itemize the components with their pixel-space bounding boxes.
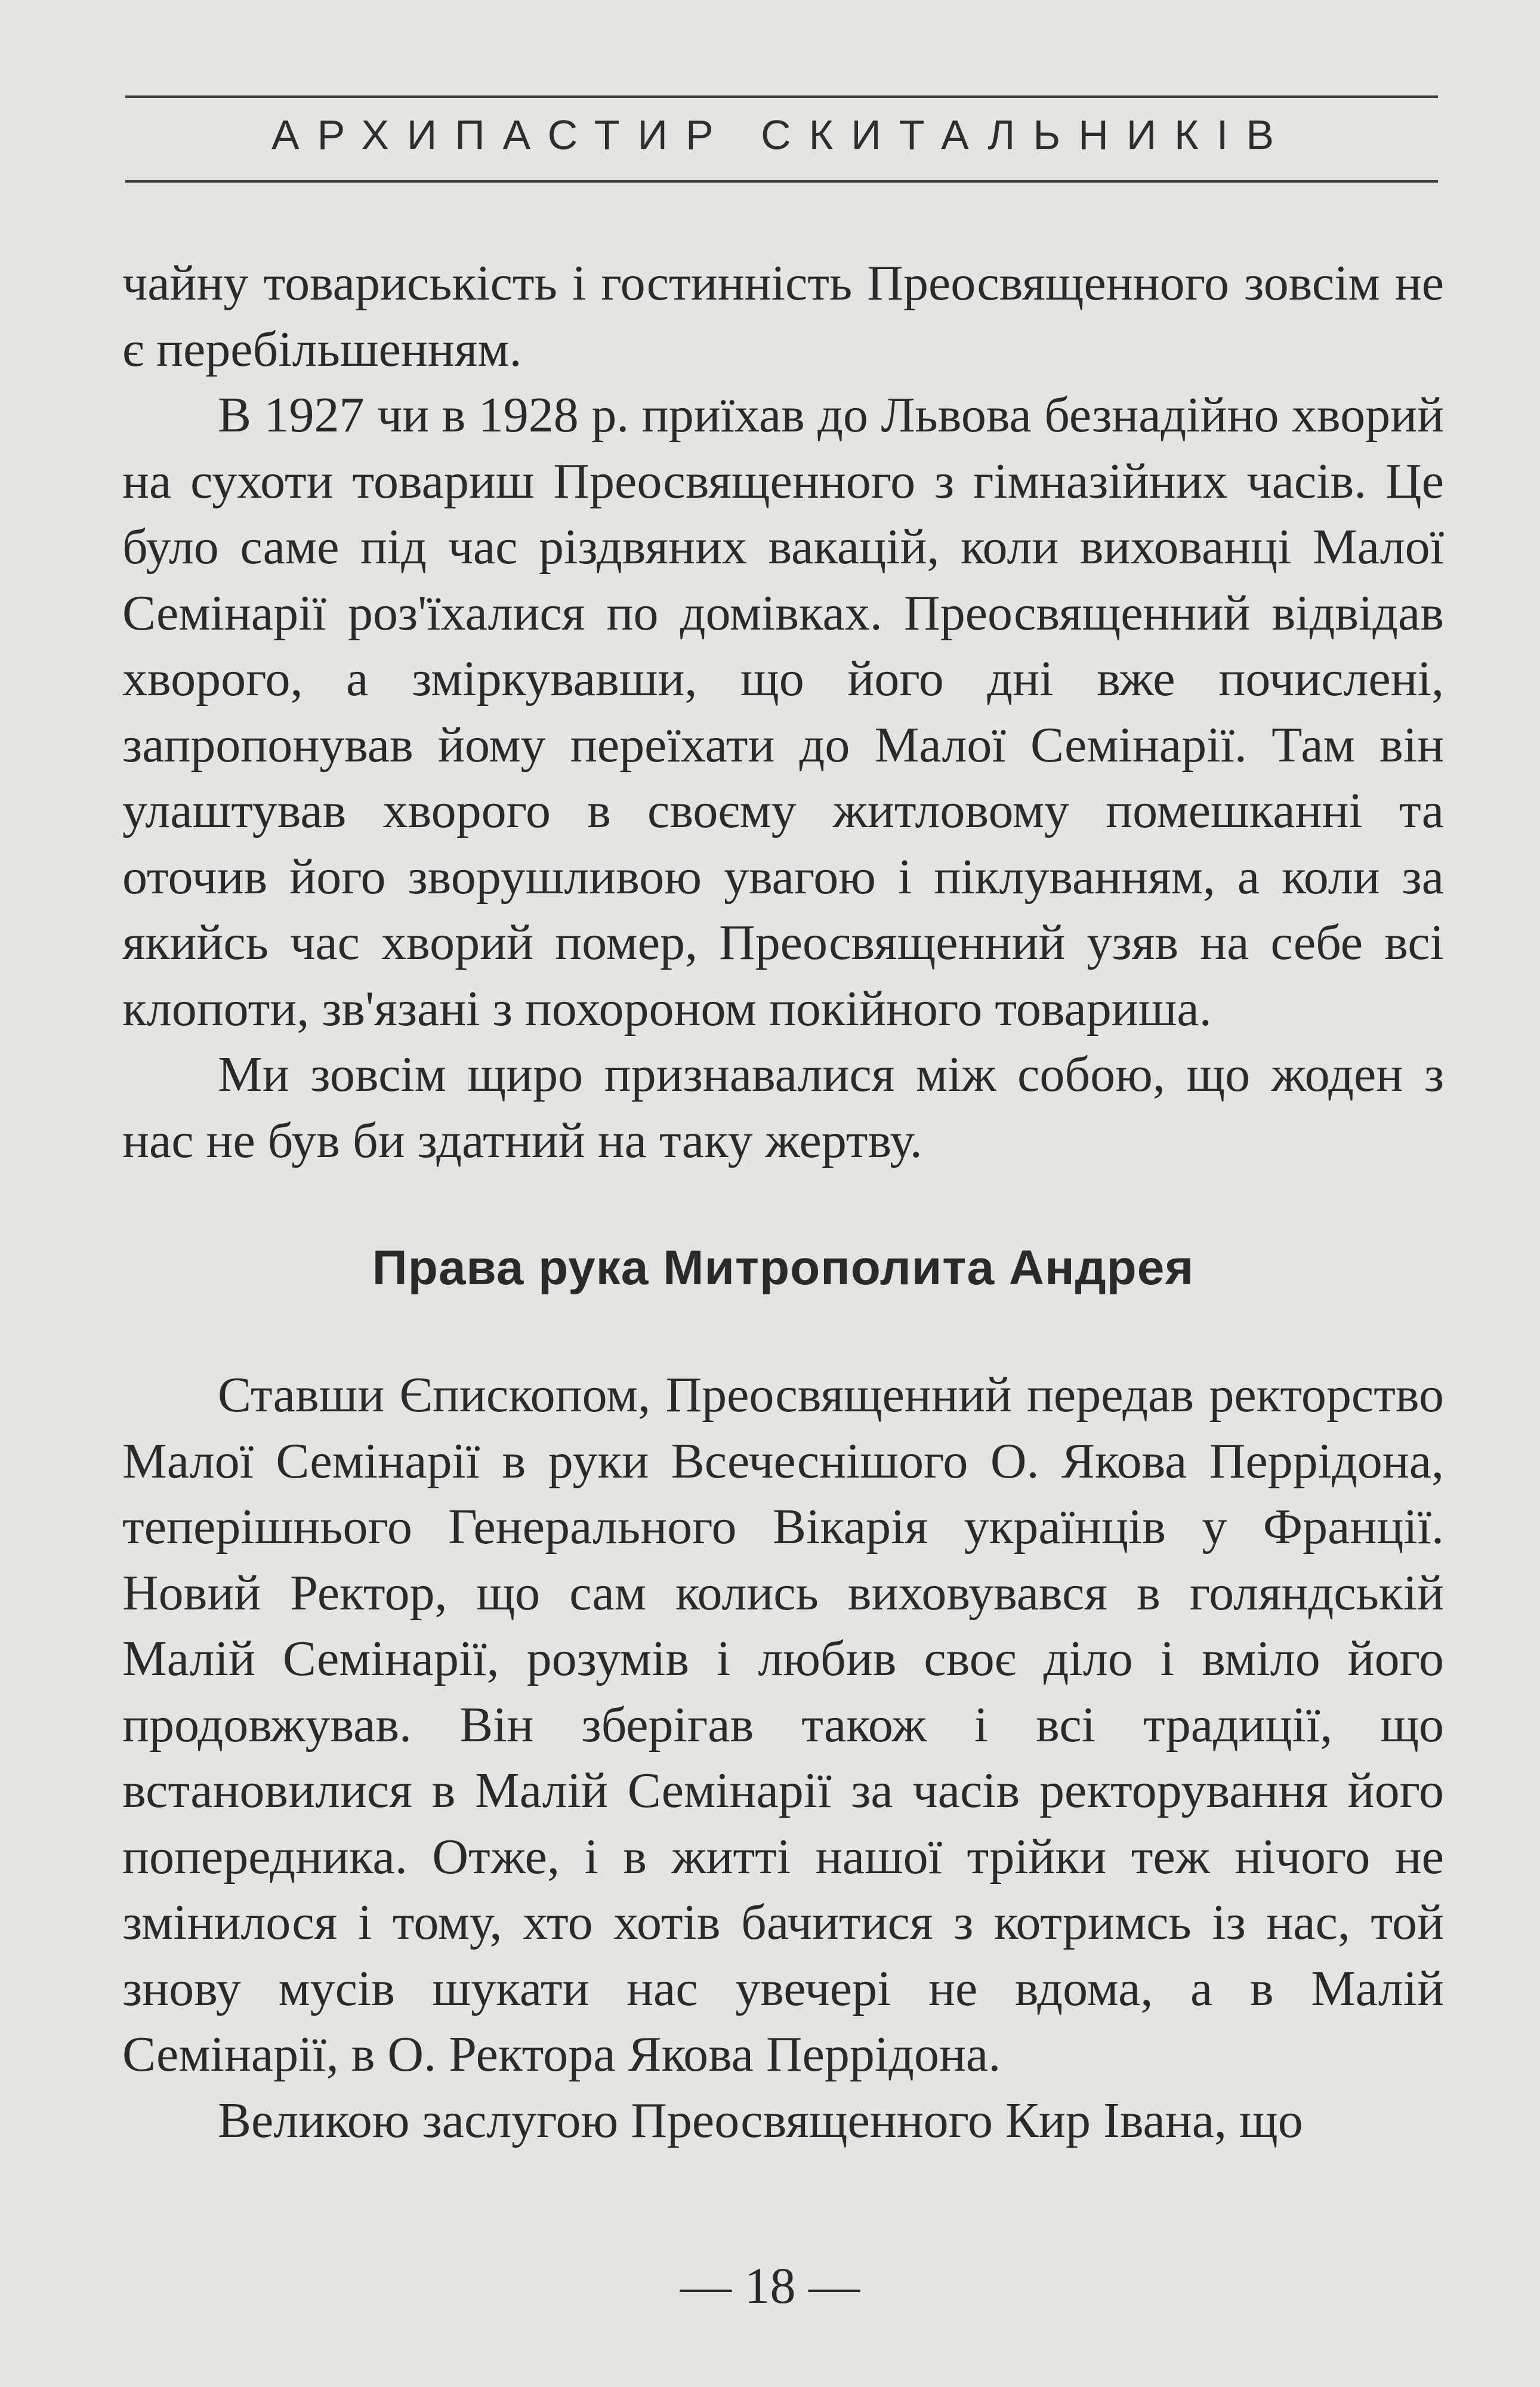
- section-heading: Права рука Митрополита Андрея: [372, 1241, 1195, 1295]
- header-top-rule: [125, 95, 1438, 98]
- paragraph: Ставши Єпископом, Преосвященний передав ректорство Малої Семінарії в руки Всечеснішого О. Якова Перрідона, теперішнього Генерального Вікарія українців у Франції. Новий Ректор, що сам колись виховувався в голяндській Малій Семінарії, розумів і любив своє діло і вміло його продовжував. Він зберігав також і всі традиції, що встановилися в Малій Семінарії за часів ректорування його попередника. Отже, і в житті нашої трійки теж нічого не змінилося і тому, хто хотів бачитися з котримсь із нас, той знову мусів шукати нас увечері не вдома, а в Малій Семінарії, в О. Ректора Якова Перрідона.: [122, 1367, 1444, 2082]
- running-head: АРХИПАСТИР СКИТАЛЬНИКІВ: [271, 112, 1292, 158]
- paragraph: Великою заслугою Преосвященного Кир Івана, що: [218, 2092, 1303, 2148]
- paragraph-continued: чайну товариськість і гостинність Преосвященного зовсім не є перебільшенням.: [122, 255, 1444, 377]
- paragraph: В 1927 чи в 1928 р. приїхав до Львова безнадійно хворий на сухоти товариш Преосвященного з гімназійних часів. Це було саме під час різдвяних вакацій, коли вихованці Малої Семінарії роз'їхалися по домівках. Преосвященний відвідав хворого, а зміркувавши, що його дні вже почислені, запропонував йому переїхати до Малої Семінарії. Там він улаштував хворого в своєму житловому помешканні та оточив його зворушливою увагою і піклуванням, а коли за якийсь час хворий помер, Преосвященний узяв на себе всі клопоти, зв'язані з похороном покійного товариша.: [122, 387, 1444, 1037]
- paragraph: Ми зовсім щиро признавалися між собою, що жоден з нас не був би здатний на таку жертву.: [122, 1047, 1444, 1168]
- body-text: [122, 251, 1444, 2154]
- header-bottom-rule: [125, 180, 1438, 183]
- page-number: — 18 —: [680, 2257, 860, 2314]
